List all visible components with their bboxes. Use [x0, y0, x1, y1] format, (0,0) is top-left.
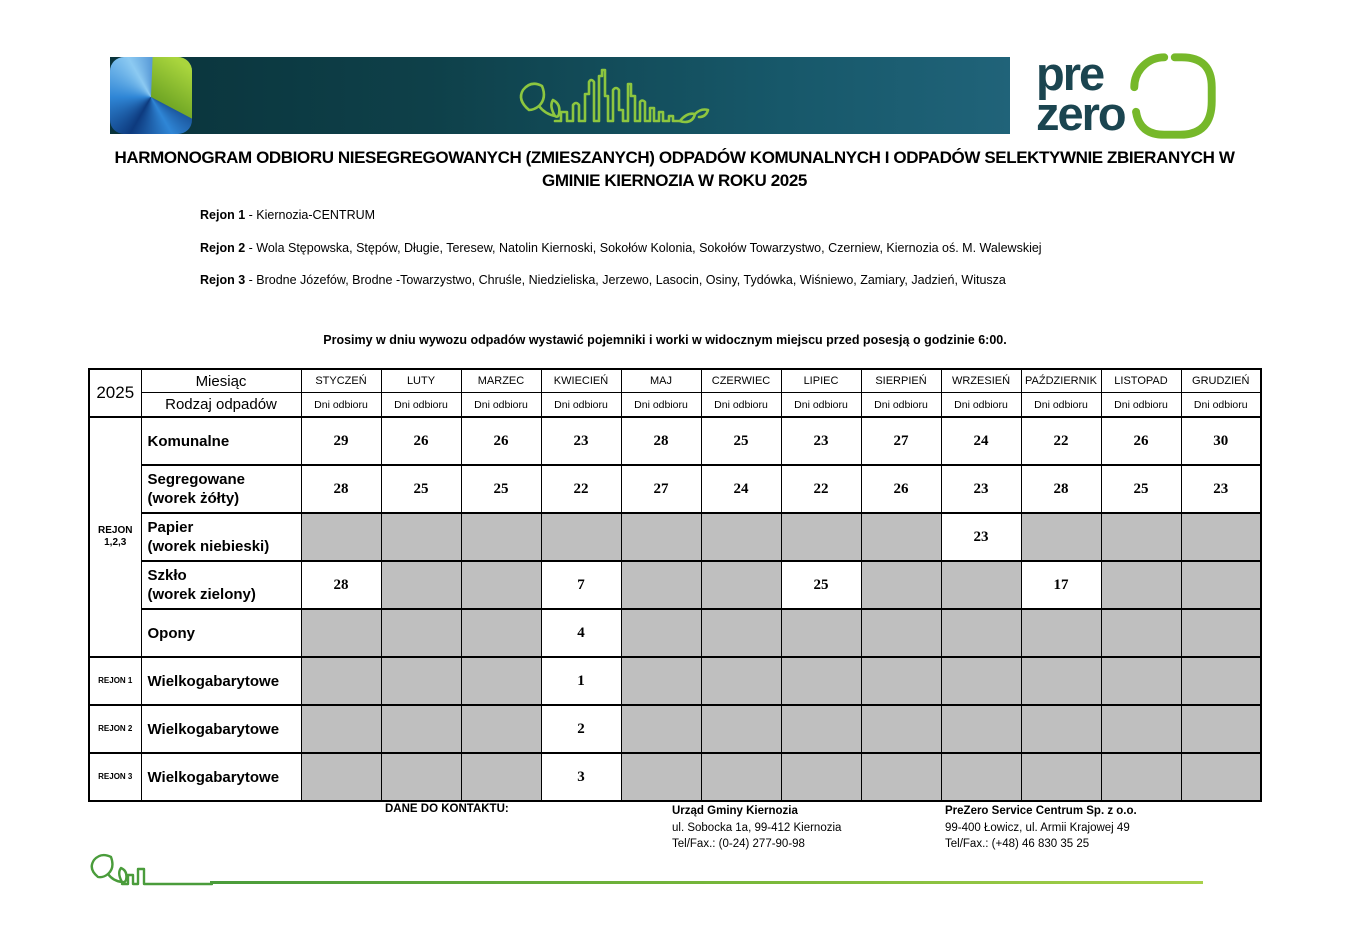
day-cell-r5-m1	[301, 609, 381, 657]
contact-prezero	[945, 803, 1137, 853]
rejon-cell-rejon-1: REJON 1	[89, 657, 141, 705]
month-header-12: GRUDZIEŃ	[1181, 369, 1261, 393]
contact-urzad-gminy	[672, 803, 841, 853]
day-cell-r6-m11	[1101, 657, 1181, 705]
dni-odbioru-header-4: Dni odbioru	[541, 393, 621, 418]
rejon-3-text: - Brodne Józefów, Brodne -Towarzystwo, Chruśle, Niedzieliska, Jerzewo, Lasocin, Osiny, Tydówka, Wiśniewo, Zamiary, Jadzień, Witusza	[245, 273, 1006, 287]
month-header-4: KWIECIEŃ	[541, 369, 621, 393]
month-header-10: PAŹDZIERNIK	[1021, 369, 1101, 393]
logo-word-pre: pre	[1036, 47, 1104, 100]
day-cell-r4-m11	[1101, 561, 1181, 609]
day-cell-r7-m10	[1021, 705, 1101, 753]
prezero-brand-mark-icon	[110, 57, 192, 134]
day-cell-r3-m8	[861, 513, 941, 561]
day-cell-r7-m1	[301, 705, 381, 753]
day-cell-r5-m11	[1101, 609, 1181, 657]
day-cell-r8-m12	[1181, 753, 1261, 801]
rejon-1-label: Rejon 1	[200, 208, 246, 222]
day-cell-r4-m10: 17	[1021, 561, 1101, 609]
day-cell-r4-m12	[1181, 561, 1261, 609]
day-cell-r8-m9	[941, 753, 1021, 801]
day-cell-r2-m8: 26	[861, 465, 941, 513]
dni-odbioru-header-8: Dni odbioru	[861, 393, 941, 418]
day-cell-r5-m9	[941, 609, 1021, 657]
day-cell-r1-m6: 25	[701, 417, 781, 465]
day-cell-r4-m9	[941, 561, 1021, 609]
day-cell-r1-m3: 26	[461, 417, 541, 465]
header-banner	[110, 57, 1010, 134]
day-cell-r2-m12: 23	[1181, 465, 1261, 513]
logo-word-zero: zero	[1036, 87, 1125, 140]
day-cell-r1-m5: 28	[621, 417, 701, 465]
month-header-2: LUTY	[381, 369, 461, 393]
day-cell-r3-m2	[381, 513, 461, 561]
day-cell-r6-m12	[1181, 657, 1261, 705]
day-cell-r2-m1: 28	[301, 465, 381, 513]
day-cell-r8-m3	[461, 753, 541, 801]
day-cell-r5-m2	[381, 609, 461, 657]
day-cell-r6-m8	[861, 657, 941, 705]
day-cell-r4-m1: 28	[301, 561, 381, 609]
day-cell-r1-m10: 22	[1021, 417, 1101, 465]
day-cell-r5-m12	[1181, 609, 1261, 657]
contact-1-name: Urząd Gminy Kiernozia	[672, 805, 798, 817]
contact-1-address: ul. Sobocka 1a, 99-412 Kiernozia	[672, 821, 842, 834]
rejon-3-label: Rejon 3	[200, 273, 246, 287]
rejon-3-description	[200, 273, 1006, 287]
day-cell-r6-m4: 1	[541, 657, 621, 705]
month-header-8: SIERPIEŃ	[861, 369, 941, 393]
dni-odbioru-header-6: Dni odbioru	[701, 393, 781, 418]
contact-1-phone: Tel/Fax.: (0-24) 277-90-98	[672, 838, 805, 850]
day-cell-r6-m3	[461, 657, 541, 705]
day-cell-r1-m4: 23	[541, 417, 621, 465]
month-header-7: LIPIEC	[781, 369, 861, 393]
day-cell-r2-m10: 28	[1021, 465, 1101, 513]
rejon-2-label: Rejon 2	[200, 241, 246, 255]
year-cell: 2025	[89, 369, 141, 417]
day-cell-r7-m9	[941, 705, 1021, 753]
rejon-2-text: - Wola Stępowska, Stępów, Długie, Teresew, Natolin Kiernoski, Sokołów Kolonia, Sokołów Towarzystwo, Czerniew, Kiernozia oś. M. Walewskiej	[245, 241, 1042, 255]
day-cell-r6-m6	[701, 657, 781, 705]
dni-odbioru-header-12: Dni odbioru	[1181, 393, 1261, 418]
schedule-table-wrapper	[88, 368, 1262, 802]
dni-odbioru-header-7: Dni odbioru	[781, 393, 861, 418]
day-cell-r3-m6	[701, 513, 781, 561]
contact-heading: DANE DO KONTAKTU:	[385, 803, 509, 815]
contact-2-name: PreZero Service Centrum Sp. z o.o.	[945, 805, 1137, 817]
day-cell-r3-m5	[621, 513, 701, 561]
day-cell-r1-m11: 26	[1101, 417, 1181, 465]
rejon-2-description	[200, 241, 1042, 255]
day-cell-r2-m11: 25	[1101, 465, 1181, 513]
day-cell-r6-m2	[381, 657, 461, 705]
day-cell-r5-m8	[861, 609, 941, 657]
waste-type-cell: Szkło (worek zielony)	[141, 561, 301, 609]
dni-odbioru-header-2: Dni odbioru	[381, 393, 461, 418]
day-cell-r5-m5	[621, 609, 701, 657]
leaf-buildings-icon	[88, 851, 213, 887]
waste-type-cell: Wielkogabarytowe	[141, 753, 301, 801]
day-cell-r7-m3	[461, 705, 541, 753]
dni-odbioru-header-3: Dni odbioru	[461, 393, 541, 418]
month-header-5: MAJ	[621, 369, 701, 393]
month-header-3: MARZEC	[461, 369, 541, 393]
day-cell-r4-m6	[701, 561, 781, 609]
day-cell-r5-m7	[781, 609, 861, 657]
day-cell-r3-m3	[461, 513, 541, 561]
brand-mark-green-wedge	[110, 57, 192, 134]
waste-type-cell: Wielkogabarytowe	[141, 657, 301, 705]
day-cell-r2-m6: 24	[701, 465, 781, 513]
day-cell-r1-m1: 29	[301, 417, 381, 465]
day-cell-r7-m12	[1181, 705, 1261, 753]
day-cell-r8-m5	[621, 753, 701, 801]
day-cell-r6-m10	[1021, 657, 1101, 705]
day-cell-r3-m11	[1101, 513, 1181, 561]
prezero-logo	[1036, 47, 1217, 140]
day-cell-r8-m1	[301, 753, 381, 801]
day-cell-r7-m7	[781, 705, 861, 753]
day-cell-r8-m8	[861, 753, 941, 801]
month-header-1: STYCZEŃ	[301, 369, 381, 393]
month-header-11: LISTOPAD	[1101, 369, 1181, 393]
green-divider-line	[210, 881, 1203, 884]
contact-2-phone: Tel/Fax.: (+48) 46 830 35 25	[945, 838, 1090, 850]
day-cell-r1-m2: 26	[381, 417, 461, 465]
miesiac-header: Miesiąc	[141, 369, 301, 393]
notice-text: Prosimy w dniu wywozu odpadów wystawić pojemniki i worki w widocznym miejscu przed posesją o godzinie 6:00.	[323, 333, 1007, 347]
rejon-group-cell: REJON 1,2,3	[89, 417, 141, 657]
page-title: HARMONOGRAM ODBIORU NIESEGREGOWANYCH (ZMIESZANYCH) ODPADÓW KOMUNALNYCH I ODPADÓW SELEKTYWNIE ZBIERANYCH W GMINIE KIERNOZIA W ROKU 2025	[114, 148, 1235, 190]
day-cell-r1-m7: 23	[781, 417, 861, 465]
day-cell-r6-m7	[781, 657, 861, 705]
prezero-leaf-frame-icon	[1129, 52, 1217, 140]
day-cell-r8-m10	[1021, 753, 1101, 801]
waste-type-cell: Papier (worek niebieski)	[141, 513, 301, 561]
day-cell-r7-m4: 2	[541, 705, 621, 753]
day-cell-r2-m5: 27	[621, 465, 701, 513]
day-cell-r5-m3	[461, 609, 541, 657]
day-cell-r4-m2	[381, 561, 461, 609]
day-cell-r8-m6	[701, 753, 781, 801]
month-header-9: WRZESIEŃ	[941, 369, 1021, 393]
day-cell-r4-m3	[461, 561, 541, 609]
contact-2-address: 99-400 Łowicz, ul. Armii Krajowej 49	[945, 821, 1130, 834]
day-cell-r8-m4: 3	[541, 753, 621, 801]
schedule-table	[88, 368, 1262, 802]
waste-type-cell: Komunalne	[141, 417, 301, 465]
rejon-cell-rejon-2: REJON 2	[89, 705, 141, 753]
waste-type-cell: Opony	[141, 609, 301, 657]
day-cell-r2-m4: 22	[541, 465, 621, 513]
dni-odbioru-header-9: Dni odbioru	[941, 393, 1021, 418]
rejon-1-description	[200, 208, 375, 222]
day-cell-r7-m2	[381, 705, 461, 753]
day-cell-r3-m9: 23	[941, 513, 1021, 561]
day-cell-r6-m5	[621, 657, 701, 705]
day-cell-r4-m5	[621, 561, 701, 609]
day-cell-r5-m4: 4	[541, 609, 621, 657]
day-cell-r1-m8: 27	[861, 417, 941, 465]
rejon-1-text: - Kiernozia-CENTRUM	[245, 208, 376, 222]
dni-odbioru-header-5: Dni odbioru	[621, 393, 701, 418]
day-cell-r2-m3: 25	[461, 465, 541, 513]
rodzaj-odpadow-header: Rodzaj odpadów	[141, 393, 301, 418]
waste-type-cell: Wielkogabarytowe	[141, 705, 301, 753]
day-cell-r6-m1	[301, 657, 381, 705]
day-cell-r1-m9: 24	[941, 417, 1021, 465]
month-header-6: CZERWIEC	[701, 369, 781, 393]
day-cell-r3-m1	[301, 513, 381, 561]
rejon-cell-rejon-3: REJON 3	[89, 753, 141, 801]
day-cell-r7-m8	[861, 705, 941, 753]
day-cell-r2-m2: 25	[381, 465, 461, 513]
day-cell-r3-m10	[1021, 513, 1101, 561]
day-cell-r3-m4	[541, 513, 621, 561]
day-cell-r7-m5	[621, 705, 701, 753]
day-cell-r4-m8	[861, 561, 941, 609]
day-cell-r3-m12	[1181, 513, 1261, 561]
day-cell-r4-m4: 7	[541, 561, 621, 609]
day-cell-r1-m12: 30	[1181, 417, 1261, 465]
day-cell-r2-m9: 23	[941, 465, 1021, 513]
day-cell-r2-m7: 22	[781, 465, 861, 513]
day-cell-r7-m11	[1101, 705, 1181, 753]
day-cell-r7-m6	[701, 705, 781, 753]
dni-odbioru-header-1: Dni odbioru	[301, 393, 381, 418]
day-cell-r4-m7: 25	[781, 561, 861, 609]
dni-odbioru-header-10: Dni odbioru	[1021, 393, 1101, 418]
day-cell-r8-m2	[381, 753, 461, 801]
day-cell-r8-m11	[1101, 753, 1181, 801]
dni-odbioru-header-11: Dni odbioru	[1101, 393, 1181, 418]
day-cell-r5-m10	[1021, 609, 1101, 657]
city-skyline-icon	[515, 66, 715, 128]
day-cell-r8-m7	[781, 753, 861, 801]
day-cell-r6-m9	[941, 657, 1021, 705]
waste-type-cell: Segregowane (worek żółty)	[141, 465, 301, 513]
day-cell-r3-m7	[781, 513, 861, 561]
day-cell-r5-m6	[701, 609, 781, 657]
